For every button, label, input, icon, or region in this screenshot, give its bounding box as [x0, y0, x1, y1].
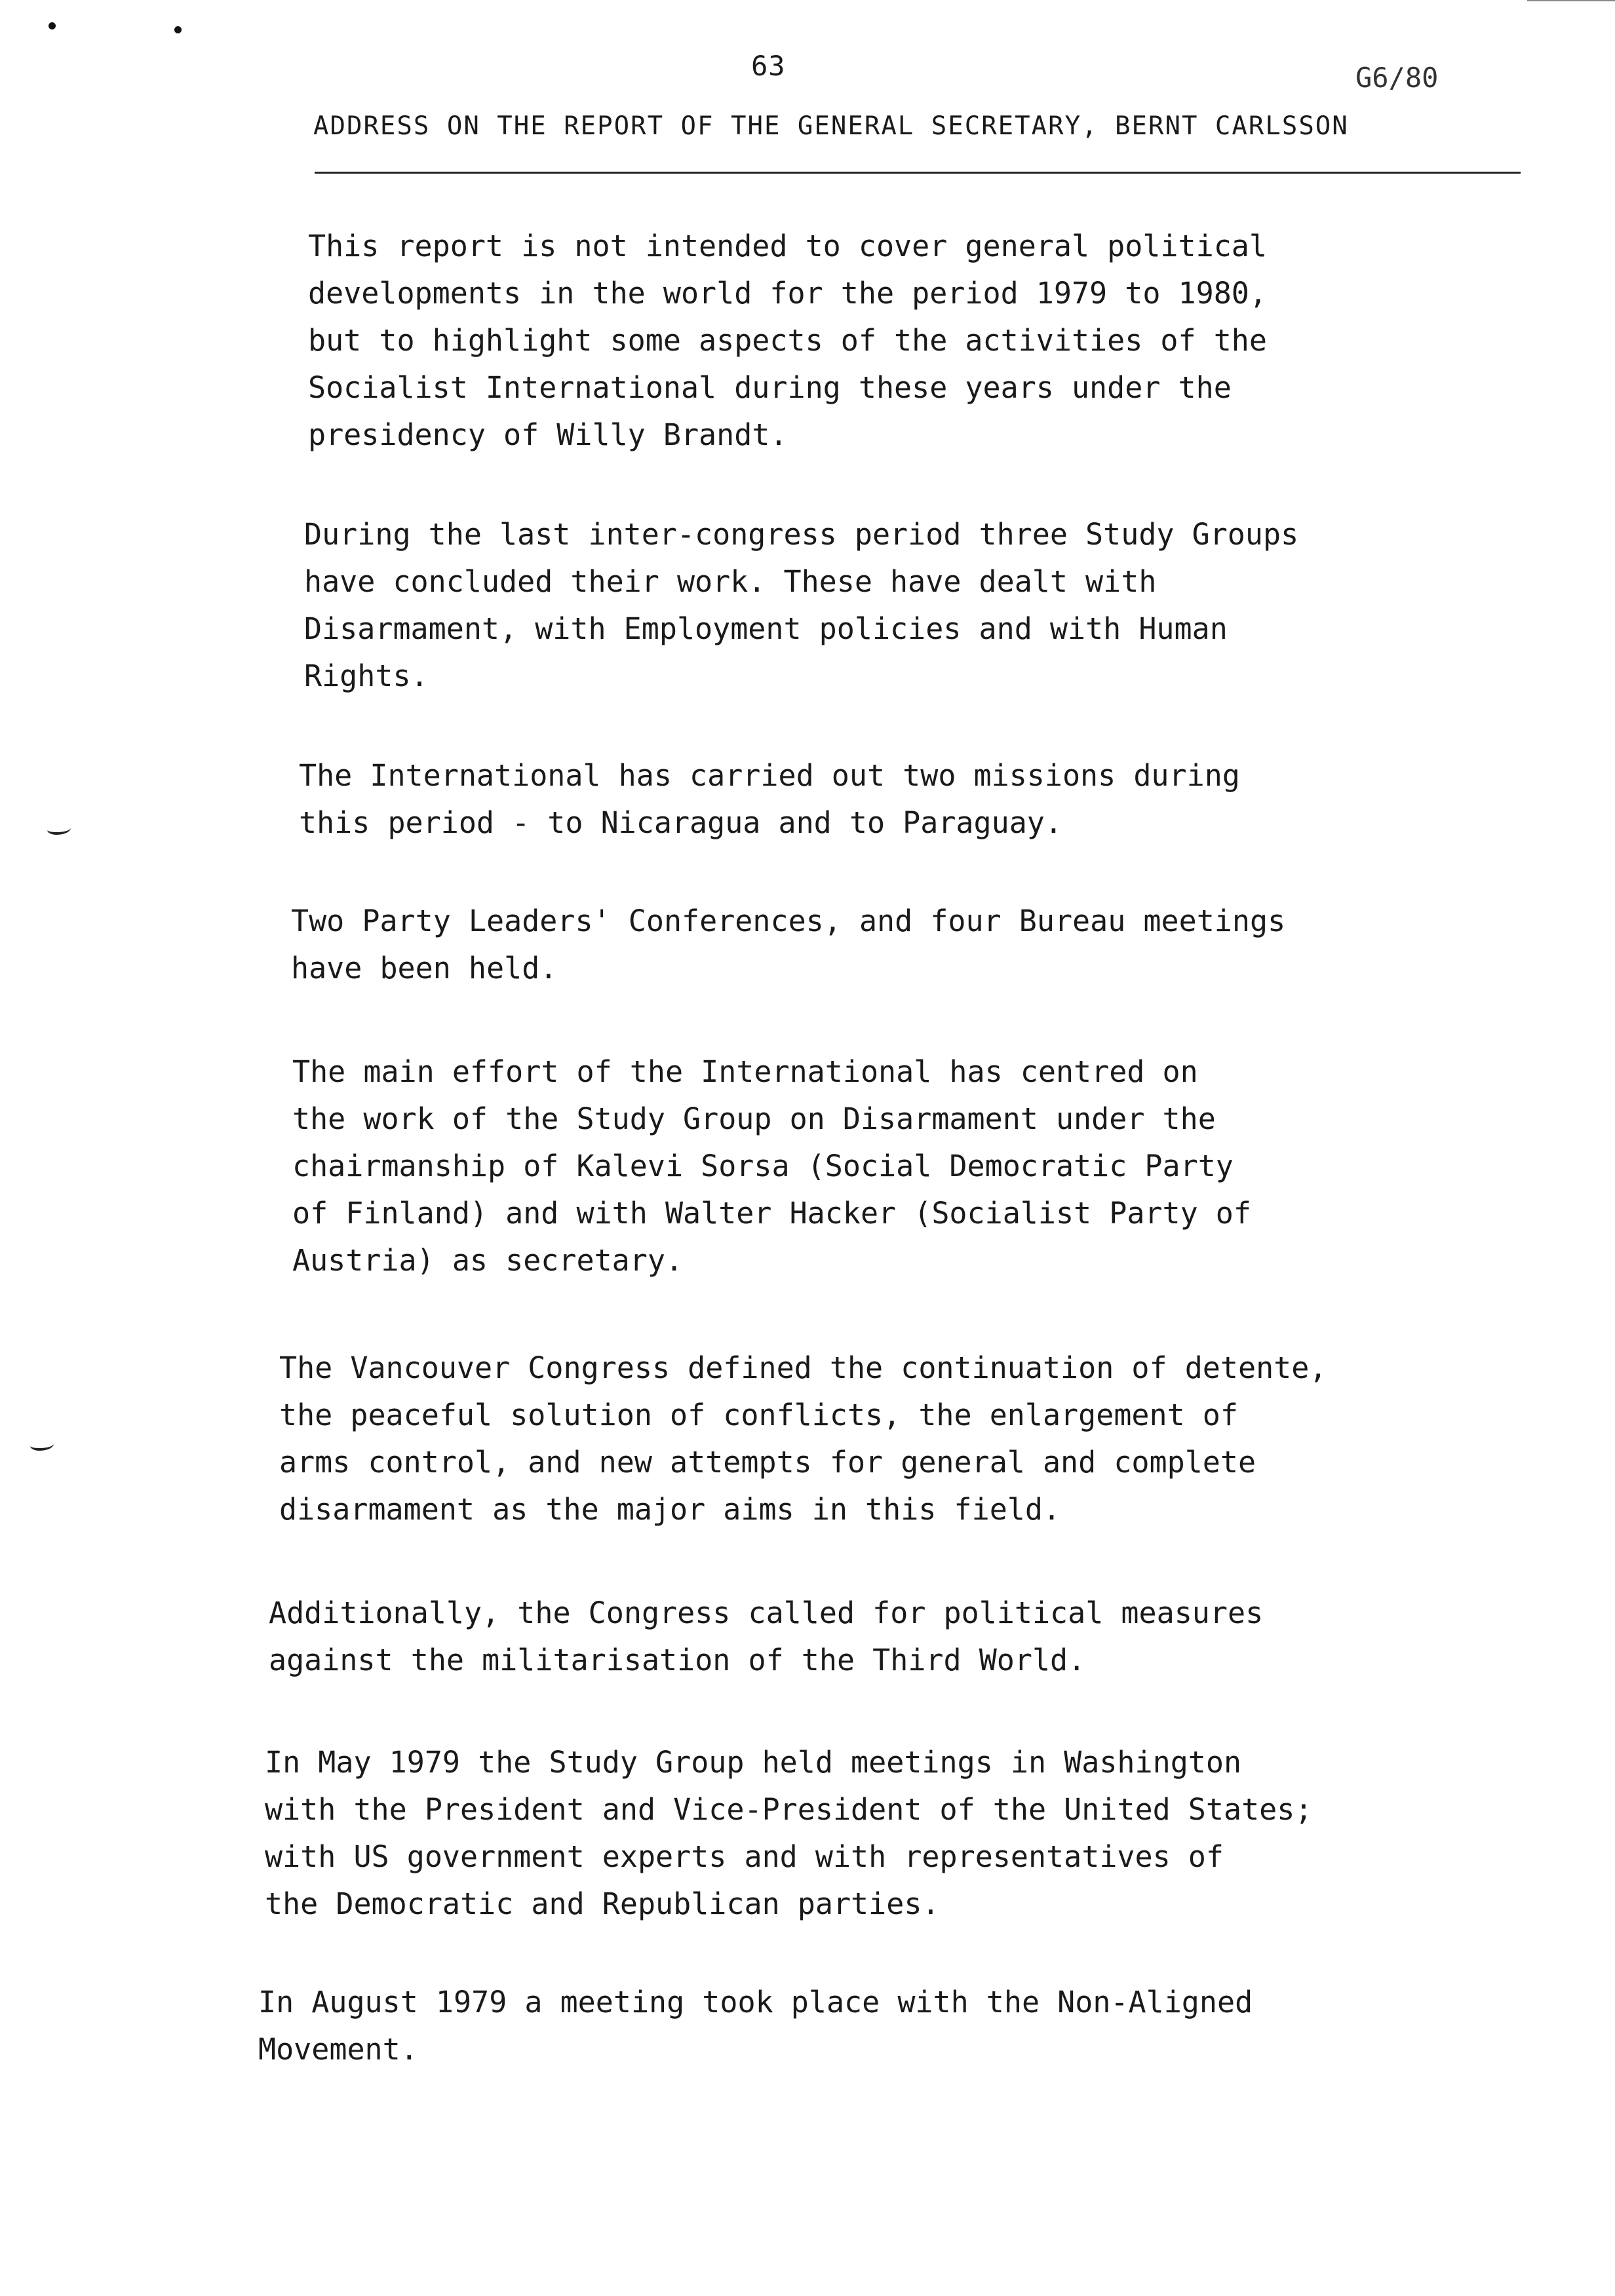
text-line: of Finland) and with Walter Hacker (Socialist Party of — [292, 1196, 1251, 1231]
text-line: Disarmament, with Employment policies and with Human — [304, 611, 1228, 646]
text-line: but to highlight some aspects of the activities of the — [308, 323, 1267, 358]
scan-edge-line — [1527, 0, 1615, 1]
document-title: ADDRESS ON THE REPORT OF THE GENERAL SECRETARY, BERNT CARLSSON — [313, 111, 1349, 141]
text-line: have been held. — [291, 951, 558, 985]
paragraph — [279, 1345, 1327, 1533]
title-underline — [315, 172, 1521, 174]
text-line: Socialist International during these years under the — [308, 370, 1232, 405]
text-line: Austria) as secretary. — [292, 1243, 684, 1278]
paragraph — [269, 1590, 1263, 1684]
margin-tick-mark — [47, 823, 71, 835]
text-line: This report is not intended to cover general political — [308, 229, 1267, 263]
text-line: chairmanship of Kalevi Sorsa (Social Democratic Party — [292, 1149, 1234, 1183]
scan-dot-mark — [49, 22, 56, 29]
text-line: against the militarisation of the Third World. — [269, 1643, 1086, 1677]
text-line: with the President and Vice-President of the United States; — [265, 1792, 1313, 1827]
text-line: the work of the Study Group on Disarmament under the — [292, 1101, 1216, 1136]
text-line: the peaceful solution of conflicts, the enlargement of — [279, 1398, 1238, 1432]
paragraph — [258, 1979, 1253, 2073]
text-line: with US government experts and with representatives of — [265, 1839, 1224, 1874]
text-line: Rights. — [304, 659, 429, 693]
text-line: arms control, and new attempts for general and complete — [279, 1445, 1256, 1480]
text-line: The main effort of the International has centred on — [292, 1054, 1198, 1089]
text-line: Movement. — [258, 2032, 418, 2067]
paragraph — [308, 223, 1267, 459]
text-line: During the last inter-congress period three Study Groups — [304, 517, 1299, 552]
paragraph — [304, 511, 1298, 700]
page-number: 63 — [751, 50, 786, 82]
text-line: Two Party Leaders' Conferences, and four Bureau meetings — [291, 904, 1286, 938]
text-line: developments in the world for the period 1979 to 1980, — [308, 276, 1267, 311]
margin-tick-mark — [30, 1439, 54, 1451]
text-line: disarmament as the major aims in this field. — [279, 1492, 1061, 1527]
text-line: The Vancouver Congress defined the continuation of detente, — [279, 1350, 1327, 1385]
text-line: the Democratic and Republican parties. — [265, 1886, 940, 1921]
text-line: In May 1979 the Study Group held meetings in Washington — [265, 1745, 1242, 1780]
paragraph — [291, 898, 1285, 992]
paragraph — [292, 1048, 1251, 1284]
text-line: Additionally, the Congress called for political measures — [269, 1596, 1264, 1630]
paragraph — [299, 752, 1240, 847]
document-reference: G6/80 — [1355, 62, 1439, 94]
scan-dot-mark — [174, 26, 182, 33]
paragraph — [265, 1739, 1312, 1928]
text-line: presidency of Willy Brandt. — [308, 417, 788, 452]
text-line: In August 1979 a meeting took place with the Non-Aligned — [258, 1985, 1253, 2019]
text-line: this period - to Nicaragua and to Paraguay. — [299, 805, 1062, 840]
text-line: have concluded their work. These have dealt with — [304, 564, 1157, 599]
text-line: The International has carried out two missions during — [299, 758, 1240, 793]
